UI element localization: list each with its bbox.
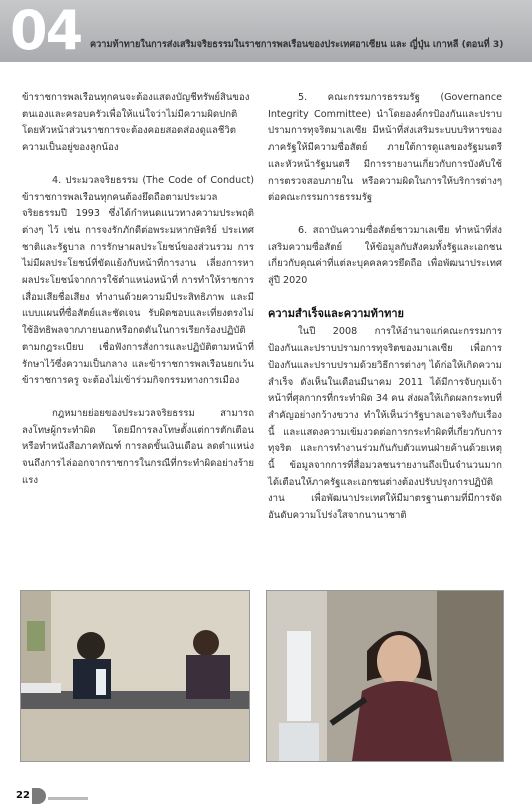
logo-d-icon xyxy=(32,788,46,804)
footer-divider xyxy=(48,797,88,800)
right-column xyxy=(268,90,502,541)
page-number: 22 xyxy=(16,790,30,801)
section-heading: ความสำเร็จและความท้าทาย xyxy=(268,306,404,320)
meeting-photo-left xyxy=(20,590,250,762)
right-paragraph-3: ในปี 2008 การให้อำนาจแก่คณะกรรมการป้องกันและปราบปรามการทุจริตของมาเลเซีย เพื่อการป้องกันและปราบปรามด้วยวิธีการต่างๆ ได้ก่อให้เกิดความสำเร็จ ดังเห็นในเดือนมีนาคม 2011 ได้มีการจับกุมเจ้าหน้าที่ศุลกากรที่กระทำผิด 34 คน ส่งผลให้เกิดผลกระทบที่สำคัญอย่างกว้างขวาง ทำให้เห็นว่ารัฐบาลเอาจริงกับเรื่องนี้ และแสดงความเข้มงวดต่อการกระทำผิดที่เกี่ยวกับการทุจริต และการทำงานร่วมกันกับตัวแทนฝ่ายค้านด้วยเหตุนี้ ข้อมูลจากการที่สื่อมวลชนรายงานถึงเป็นจำนวนมาก ได้เตือนให้ภาครัฐและเอกชนต่างต้องปรับปรุงการปฏิบัติงาน เพื่อพัฒนาประเทศให้มีมาตรฐานตามที่มีการจัดอันดับความโปร่งใสจากนานาชาติ xyxy=(268,326,502,522)
page-footer xyxy=(0,790,532,807)
left-paragraph-2: 4. ประมวลจริยธรรม (The Code of Conduct) ข้าราชการพลเรือนทุกคนต้องยึดถือตามประมวลจริยธรรมปี 1993 ซึ่งได้กำหนดแนวทางความประพฤติต่างๆ ไว้ เช่น การจงรักภักดีต่อพระมหากษัตริย์ ประเทศชาติและรัฐบาล การรักษาผลประโยชน์ของส่วนรวม การไม่มีผลประโยชน์ที่ขัดแย้งกับหน้าที่การงาน เลี่ยงการหาผลประโยชน์จากการใช้ตำแหน่งหน้าที่ การทำให้ราชการเสื่อมเสียชื่อเสียง ทำงานด้วยความมีประสิทธิภาพ และมีแบบแผนที่ซื่อสัตย์และชัดเจน รับผิดชอบและเที่ยงตรงไม่ใช้อิทธิพลจากภายนอกหรือกดดันในการเรียกร้องปฏิบัติตามกฎระเบียบ เชื่อฟังการสั่งการและปฏิบัติตามหน้าที่ รักษาไว้ซึ่งความเป็นกลาง และข้าราชการพลเรือนยกเว้นข้าราชการครู จะต้องไม่เข้าร่วมกิจกรรมทางการเมือง xyxy=(22,174,254,387)
chapter-title: ความท้าทายในการส่งเสริมจริยธรรมในราชการพลเรือนของประเทศอาเซียน และ ญี่ปุ่น เกาหลี (ตอนที่ 3) xyxy=(90,39,504,50)
right-paragraph-2: 6. สถาบันความซื่อสัตย์ชาวมาเลเซีย ทำหน้าที่ส่งเสริมความซื่อสัตย์ ให้ข้อมูลกับสังคมทั้งรัฐและเอกชนเกี่ยวกับคุณค่าที่แต่ละบุคคลควรยึดถือ เพื่อพัฒนาประเทศสู่ปี 2020 xyxy=(268,224,502,287)
left-paragraph-3: กฎหมายย่อยของประมวลจริยธรรม สามารถลงโทษผู้กระทำผิด โดยมีการลงโทษตั้งแต่การตักเตือนหรือทำหนังสือภาคทัณฑ์ การลดขั้นเงินเดือน ลดตำแหน่ง จนถึงการไล่ออกจากราชการในกรณีที่กระทำผิดอย่างร้ายแรง xyxy=(22,407,254,486)
right-paragraph-1: 5. คณะกรรมการธรรมรัฐ (Governance Integrity Committee) นำโดยองค์กรป้องกันและปราบปรามการทุจริตมาเลเซีย มีหน้าที่ส่งเสริมระบบบริหารของภาครัฐให้มีความซื่อสัตย์ ภายใต้การดูแลของรัฐมนตรีและหัวหน้ารัฐมนตรี มีการรายงานเกี่ยวกับการบังคับใช้ การตรวจสอบภายใน หรือความผิดในการให้บริการต่างๆ ต่อคณะกรรมการธรรมรัฐ xyxy=(268,92,502,204)
left-column xyxy=(22,90,254,505)
left-paragraph-1: ข้าราชการพลเรือนทุกคนจะต้องแสดงบัญชีทรัพย์สินของตนเองและครอบครัวเพื่อให้แน่ใจว่าไม่มีความผิดปกติ โดยหัวหน้าส่วนราชการจะต้องคอยสอดส่องดูแลชีวิตความเป็นอยู่ของลูกน้อง xyxy=(22,92,250,154)
speaker-photo-right xyxy=(266,590,504,762)
chapter-header xyxy=(0,0,532,62)
chapter-number: 04 xyxy=(10,0,82,62)
